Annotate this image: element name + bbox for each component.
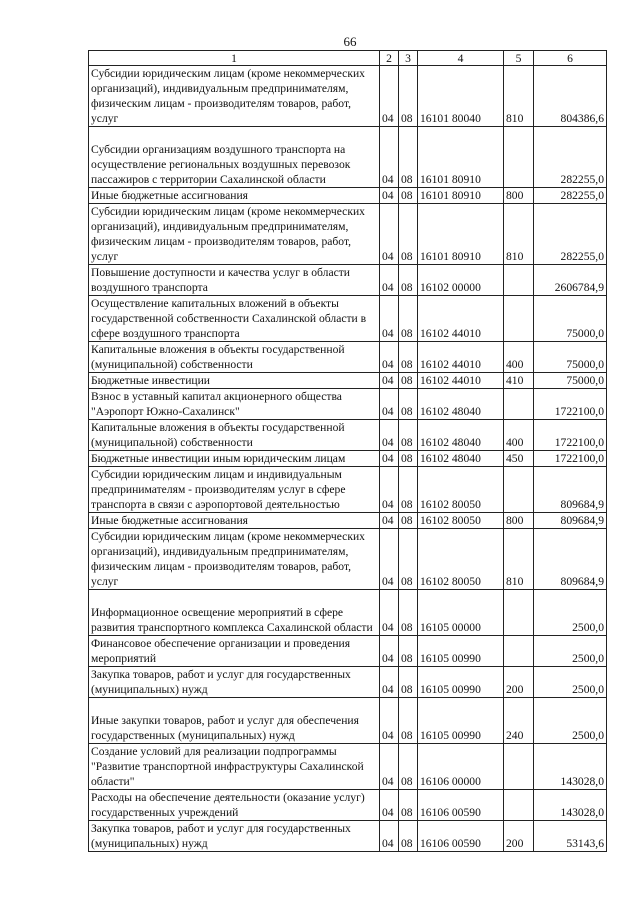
header-cell-5: 5 xyxy=(504,51,534,66)
row-section: 04 xyxy=(380,204,399,265)
row-subsection: 08 xyxy=(399,389,418,420)
row-subsection: 08 xyxy=(399,744,418,790)
row-section: 04 xyxy=(380,590,399,636)
row-subsection: 08 xyxy=(399,188,418,204)
row-target-code: 16101 80910 xyxy=(418,188,504,204)
row-subsection: 08 xyxy=(399,821,418,852)
row-amount: 143028,0 xyxy=(534,744,607,790)
row-expense-type: 400 xyxy=(504,420,534,451)
row-target-code: 16102 44010 xyxy=(418,342,504,373)
row-expense-type: 450 xyxy=(504,451,534,467)
row-section: 04 xyxy=(380,636,399,667)
page-number: 66 xyxy=(343,34,357,49)
row-name: Субсидии юридическим лицам и индивидуальным предпринимателям - производителям услуг в сфере транспорта в связи с аэропортовой деятельностью xyxy=(89,467,380,513)
row-target-code: 16102 44010 xyxy=(418,373,504,389)
row-expense-type: 410 xyxy=(504,373,534,389)
row-amount: 809684,9 xyxy=(534,529,607,590)
table-row xyxy=(89,296,607,342)
row-target-code: 16105 00000 xyxy=(418,590,504,636)
row-subsection: 08 xyxy=(399,698,418,744)
row-name: Иные бюджетные ассигнования xyxy=(89,188,380,204)
row-section: 04 xyxy=(380,821,399,852)
row-subsection: 08 xyxy=(399,667,418,698)
row-expense-type xyxy=(504,265,534,296)
row-amount: 2500,0 xyxy=(534,698,607,744)
row-section: 04 xyxy=(380,467,399,513)
row-target-code: 16101 80910 xyxy=(418,127,504,188)
row-amount: 282255,0 xyxy=(534,204,607,265)
row-expense-type: 240 xyxy=(504,698,534,744)
table-row xyxy=(89,188,607,204)
row-target-code: 16105 00990 xyxy=(418,698,504,744)
row-section: 04 xyxy=(380,744,399,790)
table-row xyxy=(89,790,607,821)
row-amount: 2500,0 xyxy=(534,667,607,698)
header-cell-3: 3 xyxy=(399,51,418,66)
table-row xyxy=(89,744,607,790)
table-row xyxy=(89,590,607,636)
budget-table xyxy=(88,50,607,852)
table-row xyxy=(89,420,607,451)
row-target-code: 16102 44010 xyxy=(418,296,504,342)
row-expense-type: 400 xyxy=(504,342,534,373)
row-target-code: 16102 80050 xyxy=(418,513,504,529)
row-name: Капитальные вложения в объекты государственной (муниципальной) собственности xyxy=(89,342,380,373)
row-name: Субсидии юридическим лицам (кроме некоммерческих организаций), индивидуальным предпринимателям, физическим лицам - производителям товаров, работ, услуг xyxy=(89,204,380,265)
row-subsection: 08 xyxy=(399,790,418,821)
row-target-code: 16102 48040 xyxy=(418,420,504,451)
row-expense-type xyxy=(504,590,534,636)
row-target-code: 16106 00000 xyxy=(418,744,504,790)
row-amount: 1722100,0 xyxy=(534,451,607,467)
row-name: Субсидии юридическим лицам (кроме некоммерческих организаций), индивидуальным предпринимателям, физическим лицам - производителям товаров, работ, услуг xyxy=(89,66,380,127)
header-cell-1: 1 xyxy=(89,51,380,66)
row-amount: 53143,6 xyxy=(534,821,607,852)
row-expense-type: 810 xyxy=(504,204,534,265)
row-section: 04 xyxy=(380,296,399,342)
header-cell-2: 2 xyxy=(380,51,399,66)
header-cell-4: 4 xyxy=(418,51,504,66)
row-subsection: 08 xyxy=(399,590,418,636)
row-subsection: 08 xyxy=(399,467,418,513)
row-name: Финансовое обеспечение организации и проведения мероприятий xyxy=(89,636,380,667)
table-row xyxy=(89,821,607,852)
row-section: 04 xyxy=(380,127,399,188)
row-name: Бюджетные инвестиции xyxy=(89,373,380,389)
table-row xyxy=(89,467,607,513)
row-name: Повышение доступности и качества услуг в области воздушного транспорта xyxy=(89,265,380,296)
row-expense-type xyxy=(504,744,534,790)
row-target-code: 16102 48040 xyxy=(418,451,504,467)
row-amount: 75000,0 xyxy=(534,296,607,342)
row-amount: 75000,0 xyxy=(534,373,607,389)
row-target-code: 16101 80910 xyxy=(418,204,504,265)
table-row xyxy=(89,698,607,744)
row-section: 04 xyxy=(380,451,399,467)
row-name: Субсидии организациям воздушного транспорта на осуществление региональных воздушных перевозок пассажиров с территории Сахалинской области xyxy=(89,127,380,188)
row-expense-type: 810 xyxy=(504,529,534,590)
header-row xyxy=(89,51,607,66)
row-subsection: 08 xyxy=(399,636,418,667)
row-section: 04 xyxy=(380,66,399,127)
row-target-code: 16105 00990 xyxy=(418,636,504,667)
row-amount: 282255,0 xyxy=(534,127,607,188)
row-amount: 2606784,9 xyxy=(534,265,607,296)
table-row xyxy=(89,451,607,467)
row-section: 04 xyxy=(380,188,399,204)
row-name: Бюджетные инвестиции иным юридическим лицам xyxy=(89,451,380,467)
row-amount: 282255,0 xyxy=(534,188,607,204)
row-section: 04 xyxy=(380,529,399,590)
row-target-code: 16101 80040 xyxy=(418,66,504,127)
row-target-code: 16106 00590 xyxy=(418,821,504,852)
row-expense-type xyxy=(504,296,534,342)
row-expense-type xyxy=(504,467,534,513)
row-subsection: 08 xyxy=(399,127,418,188)
table-row xyxy=(89,513,607,529)
row-name: Иные бюджетные ассигнования xyxy=(89,513,380,529)
row-name: Расходы на обеспечение деятельности (оказание услуг) государственных учреждений xyxy=(89,790,380,821)
row-name: Взнос в уставный капитал акционерного общества "Аэропорт Южно-Сахалинск" xyxy=(89,389,380,420)
row-subsection: 08 xyxy=(399,373,418,389)
row-amount: 1722100,0 xyxy=(534,389,607,420)
row-name: Создание условий для реализации подпрограммы "Развитие транспортной инфраструктуры Сахалинской области" xyxy=(89,744,380,790)
budget-table-body xyxy=(89,51,607,852)
row-section: 04 xyxy=(380,698,399,744)
row-amount: 1722100,0 xyxy=(534,420,607,451)
row-subsection: 08 xyxy=(399,529,418,590)
row-target-code: 16102 48040 xyxy=(418,389,504,420)
row-expense-type: 800 xyxy=(504,513,534,529)
row-subsection: 08 xyxy=(399,420,418,451)
table-row xyxy=(89,127,607,188)
table-row xyxy=(89,265,607,296)
row-target-code: 16102 80050 xyxy=(418,467,504,513)
row-section: 04 xyxy=(380,790,399,821)
table-row xyxy=(89,373,607,389)
row-section: 04 xyxy=(380,265,399,296)
row-name: Информационное освещение мероприятий в сфере развития транспортного комплекса Сахалинской области xyxy=(89,590,380,636)
row-name: Закупка товаров, работ и услуг для государственных (муниципальных) нужд xyxy=(89,667,380,698)
row-target-code: 16102 00000 xyxy=(418,265,504,296)
row-expense-type: 800 xyxy=(504,188,534,204)
table-row xyxy=(89,389,607,420)
row-section: 04 xyxy=(380,389,399,420)
row-name: Иные закупки товаров, работ и услуг для обеспечения государственных (муниципальных) нужд xyxy=(89,698,380,744)
row-subsection: 08 xyxy=(399,513,418,529)
table-row xyxy=(89,529,607,590)
table-row xyxy=(89,667,607,698)
row-expense-type: 200 xyxy=(504,667,534,698)
row-subsection: 08 xyxy=(399,342,418,373)
row-amount: 809684,9 xyxy=(534,513,607,529)
row-amount: 804386,6 xyxy=(534,66,607,127)
row-name: Осуществление капитальных вложений в объекты государственной собственности Сахалинской области в сфере воздушного транспорта xyxy=(89,296,380,342)
row-expense-type: 200 xyxy=(504,821,534,852)
row-section: 04 xyxy=(380,513,399,529)
table-row xyxy=(89,342,607,373)
row-section: 04 xyxy=(380,667,399,698)
table-row xyxy=(89,636,607,667)
row-subsection: 08 xyxy=(399,296,418,342)
row-subsection: 08 xyxy=(399,66,418,127)
row-subsection: 08 xyxy=(399,204,418,265)
row-expense-type xyxy=(504,389,534,420)
row-target-code: 16105 00990 xyxy=(418,667,504,698)
table-row xyxy=(89,66,607,127)
header-cell-6: 6 xyxy=(534,51,607,66)
row-expense-type: 810 xyxy=(504,66,534,127)
row-amount: 143028,0 xyxy=(534,790,607,821)
row-amount: 2500,0 xyxy=(534,590,607,636)
row-expense-type xyxy=(504,636,534,667)
row-expense-type xyxy=(504,127,534,188)
row-name: Капитальные вложения в объекты государственной (муниципальной) собственности xyxy=(89,420,380,451)
row-target-code: 16106 00590 xyxy=(418,790,504,821)
row-amount: 75000,0 xyxy=(534,342,607,373)
row-subsection: 08 xyxy=(399,451,418,467)
row-amount: 2500,0 xyxy=(534,636,607,667)
row-target-code: 16102 80050 xyxy=(418,529,504,590)
row-name: Субсидии юридическим лицам (кроме некоммерческих организаций), индивидуальным предпринимателям, физическим лицам - производителям товаров, работ, услуг xyxy=(89,529,380,590)
table-row xyxy=(89,204,607,265)
row-section: 04 xyxy=(380,420,399,451)
row-section: 04 xyxy=(380,342,399,373)
row-amount: 809684,9 xyxy=(534,467,607,513)
row-subsection: 08 xyxy=(399,265,418,296)
row-section: 04 xyxy=(380,373,399,389)
row-name: Закупка товаров, работ и услуг для государственных (муниципальных) нужд xyxy=(89,821,380,852)
row-expense-type xyxy=(504,790,534,821)
